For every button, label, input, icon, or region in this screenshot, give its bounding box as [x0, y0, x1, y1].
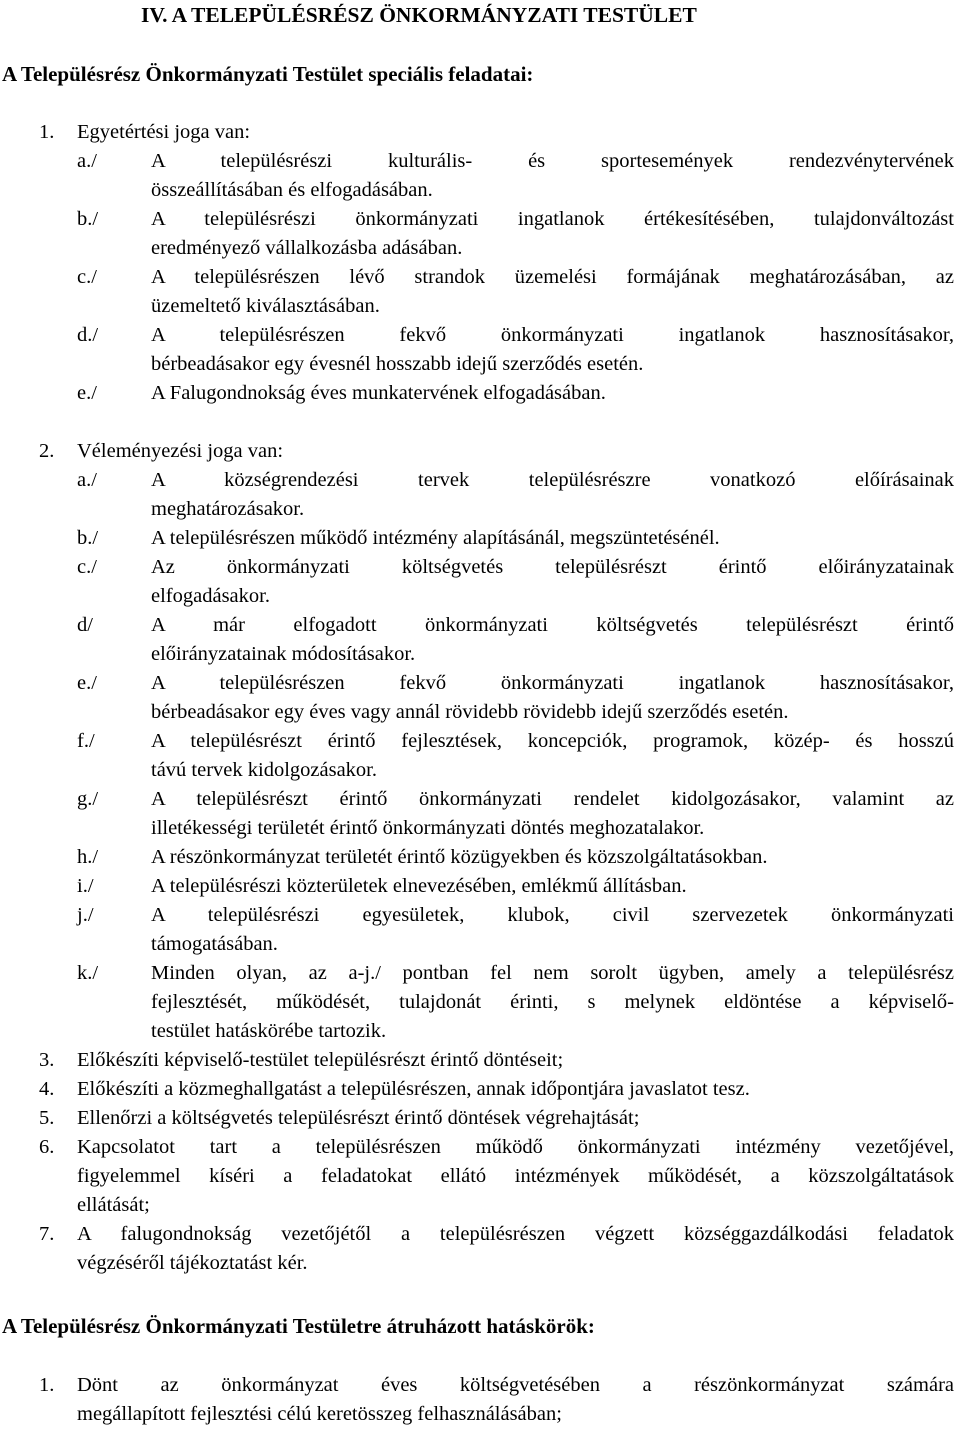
chapter-title: IV. A TELEPÜLÉSRÉSZ ÖNKORMÁNYZATI TESTÜLET — [141, 3, 697, 27]
list-number: 1. — [39, 121, 55, 143]
sub-item-label: k./ — [77, 962, 99, 984]
list-title: Véleményezési joga van: — [77, 440, 284, 462]
sub-item-text: A településrészen fekvő önkormányzati ingatlanok hasznosításakor, — [151, 324, 954, 346]
sub-item-label: e./ — [77, 382, 97, 404]
list-title: Egyetértési joga van: — [77, 121, 251, 143]
section-heading-delegated-powers: A Településrész Önkormányzati Testületre átruházott hatáskörök: — [2, 1314, 595, 1338]
sub-item-label: g./ — [77, 788, 99, 810]
list-item-text: Előkészíti képviselő-testület településrészt érintő döntéseit; — [77, 1049, 564, 1071]
sub-item-text: A településrészi egyesületek, klubok, civil szervezetek önkormányzati — [151, 904, 954, 926]
list-number: 5. — [39, 1107, 55, 1129]
sub-item-text: elfogadásakor. — [151, 585, 270, 607]
sub-item-text: A településrészi önkormányzati ingatlanok értékesítésében, tulajdonváltozást — [151, 208, 954, 230]
sub-item-label: c./ — [77, 266, 97, 288]
sub-item-text: A településrészt érintő önkormányzati rendelet kidolgozásakor, valamint az — [151, 788, 954, 810]
list-item-text: Ellenőrzi a költségvetés településrészt érintő döntések végrehajtását; — [77, 1107, 640, 1129]
sub-item-text: A Falugondnokság éves munkatervének elfogadásában. — [151, 382, 606, 404]
sub-item-label: a./ — [77, 469, 97, 491]
sub-item-text: Minden olyan, az a-j./ pontban fel nem sorolt ügyben, amely a településrész — [151, 962, 954, 984]
sub-item-text: fejlesztését, működését, tulajdonát érinti, s melynek eldöntése a képviselő- — [151, 991, 954, 1013]
sub-item-label: b./ — [77, 208, 99, 230]
list-number: 3. — [39, 1049, 55, 1071]
sub-item-text: Az önkormányzati költségvetés településrészt érintő előirányzatainak — [151, 556, 954, 578]
list-item-text: Dönt az önkormányzat éves költségvetésében a részönkormányzat számára — [77, 1374, 954, 1396]
sub-item-text: testület hatáskörébe tartozik. — [151, 1020, 387, 1042]
sub-item-text: A részönkormányzat területét érintő közügyekben és közszolgáltatásokban. — [151, 846, 768, 868]
list-number: 1. — [39, 1374, 55, 1396]
list-number: 7. — [39, 1223, 55, 1245]
sub-item-label: h./ — [77, 846, 99, 868]
sub-item-text: A településrészi közterületek elnevezésében, emlékmű állításban. — [151, 875, 687, 897]
sub-item-text: támogatásában. — [151, 933, 278, 955]
section-heading-special-tasks: A Településrész Önkormányzati Testület speciális feladatai: — [2, 62, 534, 86]
list-number: 6. — [39, 1136, 55, 1158]
list-item-text: A falugondnokság vezetőjétől a településrészen végzett községgazdálkodási feladatok — [77, 1223, 954, 1245]
sub-item-text: bérbeadásakor egy éves vagy annál rövidebb rövidebb idejű szerződés esetén. — [151, 701, 789, 723]
list-item-text: ellátását; — [77, 1194, 150, 1216]
sub-item-label: j./ — [77, 904, 94, 926]
sub-item-label: d./ — [77, 324, 99, 346]
sub-item-label: d/ — [77, 614, 93, 636]
sub-item-text: eredményező vállalkozásba adásában. — [151, 237, 463, 259]
sub-item-text: A településrészt érintő fejlesztések, koncepciók, programok, közép- és hosszú — [151, 730, 954, 752]
sub-item-label: c./ — [77, 556, 97, 578]
sub-item-label: f./ — [77, 730, 95, 752]
sub-item-text: A településrészen lévő strandok üzemelési formájának meghatározásában, az — [151, 266, 954, 288]
sub-item-text: előirányzatainak módosításakor. — [151, 643, 416, 665]
list-item-text: figyelemmel kíséri a feladatokat ellátó intézmények működését, a közszolgáltatások — [77, 1165, 954, 1187]
sub-item-text: A községrendezési tervek településrészre vonatkozó előírásainak — [151, 469, 954, 491]
sub-item-text: üzemeltető kiválasztásában. — [151, 295, 380, 317]
sub-item-text: meghatározásakor. — [151, 498, 305, 520]
list-number: 2. — [39, 440, 55, 462]
list-item-text: Kapcsolatot tart a településrészen működő önkormányzati intézmény vezetőjével, — [77, 1136, 954, 1158]
sub-item-text: A településrészi kulturális- és sportesemények rendezvénytervének — [151, 150, 954, 172]
list-number: 4. — [39, 1078, 55, 1100]
sub-item-text: illetékességi területét érintő önkormányzati döntés meghozatalakor. — [151, 817, 705, 839]
sub-item-text: A már elfogadott önkormányzati költségvetés településrészt érintő — [151, 614, 954, 636]
list-item-text: megállapított fejlesztési célú keretösszeg felhasználásában; — [77, 1403, 562, 1425]
sub-item-text: A településrészen működő intézmény alapításánál, megszüntetésénél. — [151, 527, 720, 549]
sub-item-label: i./ — [77, 875, 94, 897]
sub-item-text: bérbeadásakor egy évesnél hosszabb idejű szerződés esetén. — [151, 353, 644, 375]
sub-item-text: távú tervek kidolgozásakor. — [151, 759, 378, 781]
list-item-text: végzéséről tájékoztatást kér. — [77, 1252, 308, 1274]
sub-item-text: összeállításában és elfogadásában. — [151, 179, 433, 201]
sub-item-label: a./ — [77, 150, 97, 172]
sub-item-label: e./ — [77, 672, 97, 694]
list-item-text: Előkészíti a közmeghallgatást a településrészen, annak időpontjára javaslatot tesz. — [77, 1078, 750, 1100]
sub-item-label: b./ — [77, 527, 99, 549]
sub-item-text: A településrészen fekvő önkormányzati ingatlanok hasznosításakor, — [151, 672, 954, 694]
